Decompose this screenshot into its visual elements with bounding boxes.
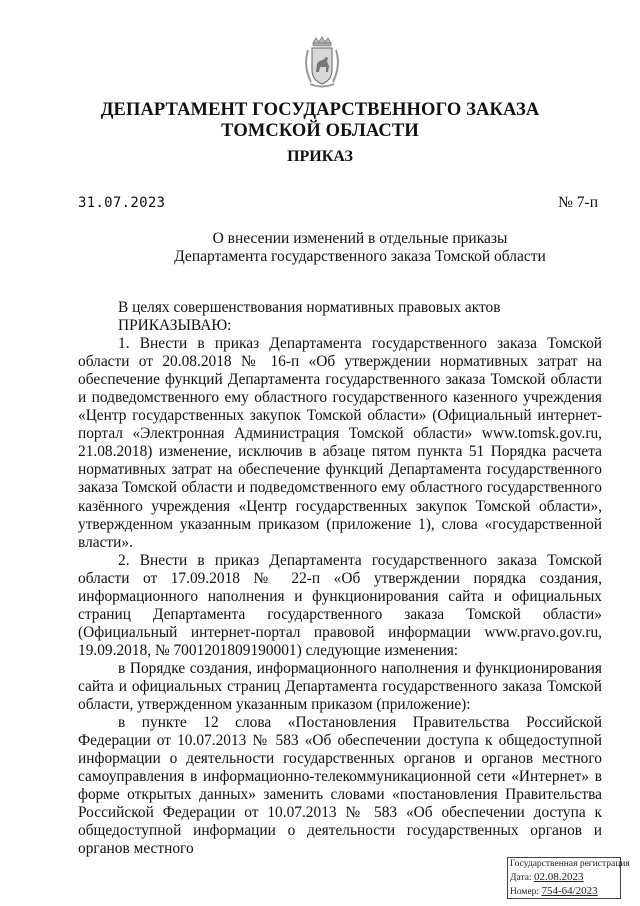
registration-title: Государственная регистрация (510, 859, 630, 869)
order-body (78, 299, 602, 858)
preamble-paragraph: В целях совершенствования нормативных правовых актов (118, 299, 501, 316)
registration-stamp (507, 857, 630, 899)
registration-date-value: 02.08.2023 (533, 871, 584, 883)
item-2-subparagraph-a: в Порядке создания, информационного наполнения и функционирования сайта и официальных страниц Департамента государственного заказа Томской области, утвержденном указанным приказом (приложение): (78, 659, 602, 714)
department-name-line2: ТОМСКОЙ ОБЛАСТИ (221, 121, 419, 141)
item-2-subparagraph-b: в пункте 12 слова «Постановления Правительства Российской Федерации от 10.07.2013 № 583 «Об обеспечении доступа к общедоступной информации о деятельности государственных органов и органов местного самоуправления в информационно-телекоммуникационной сети «Интернет» в форме открытых данных» заменить словами «постановления Правительства Российской Федерации от 10.07.2013 № 583 «Об обеспечении доступа к общедоступной информации о деятельности государственных органов и органов местного (78, 714, 602, 858)
tomsk-coat-of-arms-emblem (302, 36, 342, 90)
registration-number-row (510, 885, 618, 899)
registration-date-label: Дата: (510, 873, 532, 883)
registration-number-label: Номер: (510, 887, 540, 897)
subject-line2: Департамента государственного заказа Томской области (174, 248, 546, 265)
department-name-line1: ДЕПАРТАМЕНТ ГОСУДАРСТВЕННОГО ЗАКАЗА (100, 100, 540, 120)
order-subject (0, 230, 640, 266)
registration-date-row (510, 871, 618, 885)
registration-number-value: 754-64/2023 (541, 885, 598, 897)
order-number: № 7-п (558, 194, 598, 211)
order-word: ПРИКАЗЫВАЮ: (118, 317, 232, 335)
document-type: ПРИКАЗ (287, 148, 353, 165)
subject-line1: О внесении изменений в отдельные приказы (212, 230, 508, 247)
item-2-paragraph: 2. Внести в приказ Департамента государственного заказа Томской области от 17.09.2018 № 22-п «Об утверждении порядка создания, информационного наполнения и функционирования сайта и официальных страниц Департамента государственного заказа Томской области» (Официальный интернет-портал правовой информации www.pravo.gov.ru, 19.09.2018, № 7001201809190001) следующие изменения: (78, 551, 602, 659)
order-date: 31.07.2023 (78, 195, 166, 211)
item-1-paragraph: 1. Внести в приказ Департамента государственного заказа Томской области от 20.08.2018 № 16-п «Об утверждении нормативных затрат на обеспечение функций Департамента государственного заказа Томской области и подведомственного ему областного государственного казенного учреждения «Центр государственных закупок Томской области» (Официальный интернет-портал «Электронная Администрация Томской области» www.tomsk.gov.ru, 21.08.2018) изменение, исключив в абзаце пятом пункта 51 Порядка расчета нормативных затрат на обеспечение функций Департамента государственного заказа Томской области и подведомственного ему областного государственного казённого учреждения «Центр государственных закупок Томской области», утвержденном указанным приказом (приложение 1), слова «государственной власти». (78, 335, 602, 551)
